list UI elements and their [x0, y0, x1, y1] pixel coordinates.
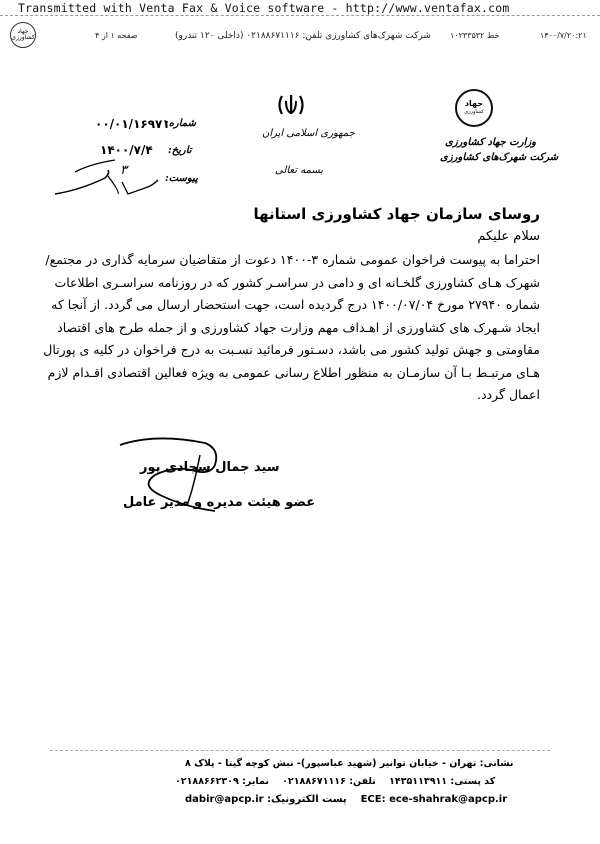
footer-email[interactable]: dabir@apcp.ir [185, 794, 264, 805]
signatory-title: عضو هیئت مدیره و مدیر عامل [123, 495, 316, 510]
fax-line-number [450, 31, 499, 40]
attachment-label: پیوست: [165, 173, 198, 184]
footer-fax: نمابر: ۰۲۱۸۸۶۶۲۳۰۹ [175, 776, 269, 787]
fax-line-label: خط [486, 31, 500, 40]
fax-company-phone: شرکت شهرک‌های کشاورزی تلفن: ۰۲۱۸۸۶۷۱۱۱۶ (داخلی ۱۲۰ تندرو) [175, 31, 431, 41]
body-line: احتراما به پیوست فراخوان عمومی شماره ۳-۱۴۰۰ دعوت از متقاضیان سرمایه گذاری در مجتمع/ [45, 252, 540, 267]
fax-divider [0, 15, 600, 16]
greeting: سلام علیکم [477, 229, 540, 244]
iran-republic-label: جمهوری اسلامی ایران [262, 128, 355, 139]
footer-ece[interactable]: ECE: ece-shahrak@apcp.ir [360, 794, 508, 805]
iran-emblem-icon [276, 93, 306, 117]
fax-banner: Transmitted with Venta Fax & Voice software - http://www.ventafax.com [18, 1, 510, 15]
signatory-name: سید جمال سجادی پور [140, 460, 280, 475]
footer-postal: کد پستی: ۱۴۳۵۱۱۳۹۱۱ [389, 776, 496, 787]
jihad-emblem-title: جهاد [464, 99, 484, 108]
fax-page-info: صفحه ۱ از ۴ [95, 31, 138, 40]
jihad-emblem [455, 89, 493, 127]
ministry-name: وزارت جهاد کشاورزی [445, 137, 536, 148]
fax-line-value: ۱۰۲۳۳۵۳۲ [450, 31, 485, 40]
body-line: مقاومتی و جهش تولید کشور می باشد، دسـتور فرمائید نسـبت به درج فراخوان در کلیه ی پورتال [43, 342, 540, 357]
jihad-logo-small [10, 22, 36, 48]
attachment-handwritten: ۳ [120, 163, 127, 178]
letter-body [43, 249, 540, 407]
footer-address: نشانی: تهران - خیابان توانیر (شهید عباسپور)- نبش کوچه گیتا - پلاک ۸ [185, 758, 514, 769]
company-name: شرکت شهرک‌های کشاورزی [440, 152, 559, 163]
body-line: اعمال گردد. [477, 387, 540, 402]
jihad-logo-small-text: جهاد کشاورزی [11, 28, 35, 41]
recipient-title: روسای سازمان جهاد کشاورزی استانها [253, 205, 540, 223]
footer-emails [185, 794, 507, 805]
footer-divider [50, 750, 550, 751]
fax-datetime: ۱۴۰۰/۷/۲۰:۲۱ [540, 31, 587, 40]
date-label: تاریخ: [168, 145, 192, 156]
number-value: ۰۰/۰۱/۱۶۹۷۱ [95, 117, 170, 131]
body-line: شماره ۲۷۹۴۰ مورخ ۱۴۰۰/۰۷/۰۴ درج گردیده است، جهت استحضار ارسال می گردد. از آنجا که [51, 297, 540, 312]
body-line: هـای مرتبـط بـا آن سازمـان به منظور اطلاع رسانی عمومی به ویژه فعالین اقتصادی اقـدام لازم [47, 364, 540, 380]
body-line: ایجاد شـهرک های کشاورزی از اهـداف مهم وزارت جهاد کشاورزی و از جمله طرح های اقتصاد [57, 319, 540, 335]
footer-email-label: پست الکترونیک: [267, 794, 347, 805]
initials-handwriting [50, 158, 160, 198]
footer-contacts [175, 776, 495, 787]
invocation: بسمه تعالی [275, 165, 324, 176]
jihad-emblem-subtitle: کشاورزی [464, 109, 484, 115]
footer-phone: تلفن: ۰۲۱۸۸۶۷۱۱۱۶ [282, 776, 376, 787]
body-line: شهرک هـای کشاورزی گلخـانه ای و دامی در سراسـر کشور که در روزنامه سراسـری اطلاعات [54, 274, 540, 290]
date-value: ۱۴۰۰/۷/۴ [100, 143, 153, 157]
number-label: شماره: [165, 118, 196, 129]
